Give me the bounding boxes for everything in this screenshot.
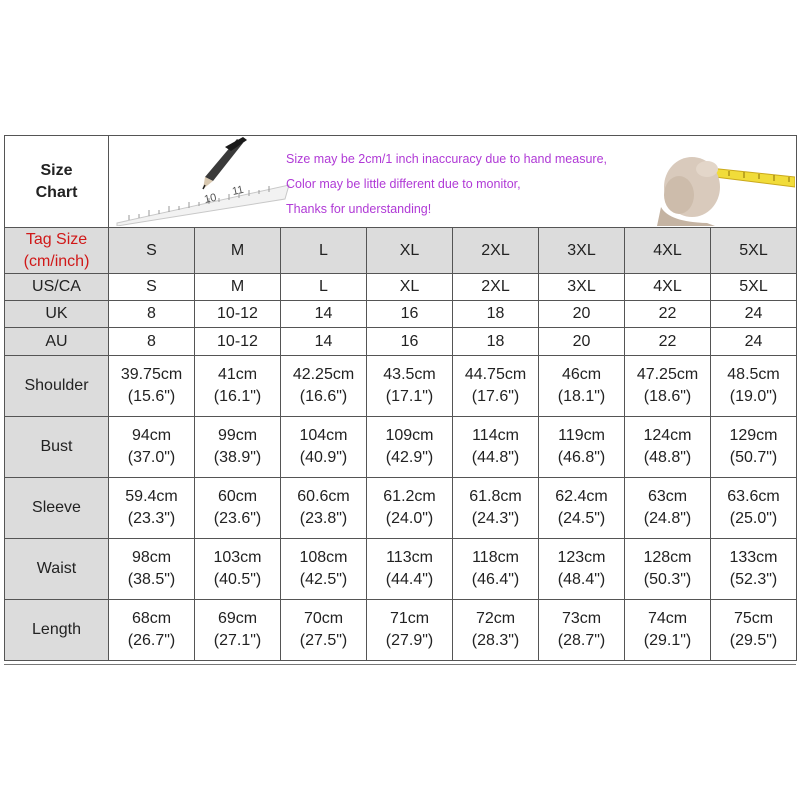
cm-value: 75cm xyxy=(733,610,774,627)
size-header-cell: L xyxy=(281,228,367,274)
inch-value: (17.6") xyxy=(471,388,520,405)
table-cell: M xyxy=(195,274,281,301)
table-cell xyxy=(281,478,367,539)
inch-value: (38.5") xyxy=(127,571,176,588)
measurement-row-bust xyxy=(5,417,797,478)
row-label-length: Length xyxy=(5,600,109,661)
measurement-row-sleeve xyxy=(5,478,797,539)
inch-value: (52.3") xyxy=(729,571,778,588)
table-cell xyxy=(539,539,625,600)
title-row xyxy=(5,136,797,228)
table-cell: 2XL xyxy=(453,274,539,301)
table-cell: 8 xyxy=(109,328,195,356)
cm-value: 124cm xyxy=(643,427,692,444)
table-cell xyxy=(281,539,367,600)
table-cell xyxy=(109,600,195,661)
row-label-bust: Bust xyxy=(5,417,109,478)
table-cell: S xyxy=(109,274,195,301)
cm-value: 63.6cm xyxy=(727,488,780,505)
cm-value: 133cm xyxy=(729,549,778,566)
size-header-cell: XL xyxy=(367,228,453,274)
cm-value: 44.75cm xyxy=(464,366,527,383)
inch-value: (18.1") xyxy=(557,388,606,405)
note-hand-measure: Size may be 2cm/1 inch inaccuracy due to hand measure, xyxy=(286,152,608,166)
cm-value: 48.5cm xyxy=(727,366,780,383)
inch-value: (26.7") xyxy=(127,632,176,649)
measurement-row-shoulder xyxy=(5,356,797,417)
cm-value: 43.5cm xyxy=(383,366,436,383)
inch-value: (48.8") xyxy=(643,449,692,466)
tag-size-label-line-2: (cm/inch) xyxy=(23,252,90,270)
table-cell xyxy=(367,478,453,539)
table-cell xyxy=(711,417,797,478)
table-cell xyxy=(281,600,367,661)
table-cell: 22 xyxy=(625,328,711,356)
cm-value: 114cm xyxy=(472,427,519,444)
size-header-cell: 2XL xyxy=(453,228,539,274)
table-cell xyxy=(195,356,281,417)
size-header-cell: 4XL xyxy=(625,228,711,274)
cm-value: 71cm xyxy=(389,610,430,627)
cm-value: 41cm xyxy=(217,366,258,383)
table-cell xyxy=(625,417,711,478)
cm-value: 42.25cm xyxy=(292,366,355,383)
table-cell: 14 xyxy=(281,301,367,328)
ruler-digit-10: 10 xyxy=(203,191,218,206)
tag-size-label-line-1: Tag Size xyxy=(25,230,88,248)
cm-value: 61.2cm xyxy=(383,488,436,505)
table-cell xyxy=(711,600,797,661)
tape-measure-hand-icon xyxy=(657,157,795,226)
cm-value: 46cm xyxy=(561,366,602,383)
inch-value: (50.7") xyxy=(729,449,778,466)
table-cell xyxy=(109,417,195,478)
inch-value: (17.1") xyxy=(385,388,434,405)
inch-value: (28.7") xyxy=(557,632,606,649)
inch-value: (29.1") xyxy=(643,632,692,649)
table-cell xyxy=(625,539,711,600)
note-monitor-color: Color may be little different due to monitor, xyxy=(286,177,521,191)
us-ca-row xyxy=(5,274,797,301)
inch-value: (29.5") xyxy=(729,632,778,649)
au-row xyxy=(5,328,797,356)
size-chart-table xyxy=(4,135,797,661)
cm-value: 60cm xyxy=(217,488,258,505)
ruler-pen-icon xyxy=(117,137,289,226)
table-cell xyxy=(453,356,539,417)
measurement-notes xyxy=(286,147,607,222)
table-cell: 14 xyxy=(281,328,367,356)
uk-row xyxy=(5,301,797,328)
row-label-waist: Waist xyxy=(5,539,109,600)
table-cell xyxy=(625,600,711,661)
table-cell xyxy=(195,539,281,600)
table-cell xyxy=(539,417,625,478)
table-cell xyxy=(711,478,797,539)
table-cell xyxy=(281,417,367,478)
table-cell xyxy=(453,539,539,600)
cm-value: 98cm xyxy=(131,549,172,566)
inch-value: (44.8") xyxy=(471,449,520,466)
inch-value: (40.9") xyxy=(299,449,348,466)
inch-value: (16.6") xyxy=(299,388,348,405)
table-cell: 5XL xyxy=(711,274,797,301)
table-cell: L xyxy=(281,274,367,301)
note-thanks: Thanks for understanding! xyxy=(286,202,432,216)
inch-value: (46.8") xyxy=(557,449,606,466)
inch-value: (15.6") xyxy=(127,388,176,405)
inch-value: (16.1") xyxy=(213,388,262,405)
table-cell xyxy=(625,478,711,539)
title-line-2: Chart xyxy=(35,183,78,201)
table-cell xyxy=(367,356,453,417)
cm-value: 59.4cm xyxy=(125,488,178,505)
inch-value: (19.0") xyxy=(729,388,778,405)
inch-value: (24.0") xyxy=(385,510,434,527)
table-cell: 16 xyxy=(367,328,453,356)
inch-value: (46.4") xyxy=(471,571,520,588)
measurement-row-length xyxy=(5,600,797,661)
table-cell: 8 xyxy=(109,301,195,328)
cm-value: 99cm xyxy=(217,427,258,444)
inch-value: (42.5") xyxy=(299,571,348,588)
inch-value: (24.5") xyxy=(557,510,606,527)
tag-size-row xyxy=(5,228,797,274)
cm-value: 62.4cm xyxy=(555,488,608,505)
table-cell xyxy=(453,600,539,661)
size-header-cell: 3XL xyxy=(539,228,625,274)
cm-value: 68cm xyxy=(131,610,172,627)
inch-value: (25.0") xyxy=(729,510,778,527)
inch-value: (23.8") xyxy=(299,510,348,527)
table-cell: 3XL xyxy=(539,274,625,301)
table-cell xyxy=(109,356,195,417)
inch-value: (44.4") xyxy=(385,571,434,588)
table-cell xyxy=(109,539,195,600)
table-cell: 24 xyxy=(711,328,797,356)
table-cell: XL xyxy=(367,274,453,301)
cm-value: 61.8cm xyxy=(469,488,522,505)
table-cell: 4XL xyxy=(625,274,711,301)
cm-value: 129cm xyxy=(729,427,778,444)
table-cell: 18 xyxy=(453,301,539,328)
inch-value: (18.6") xyxy=(643,388,692,405)
table-cell xyxy=(453,478,539,539)
table-cell xyxy=(367,417,453,478)
table-cell xyxy=(195,600,281,661)
cm-value: 118cm xyxy=(472,549,519,566)
inch-value: (23.6") xyxy=(213,510,262,527)
table-cell: 20 xyxy=(539,301,625,328)
cm-value: 109cm xyxy=(385,427,434,444)
inch-value: (48.4") xyxy=(557,571,606,588)
cm-value: 73cm xyxy=(561,610,602,627)
cm-value: 47.25cm xyxy=(636,366,699,383)
cm-value: 69cm xyxy=(217,610,258,627)
measurement-row-waist xyxy=(5,539,797,600)
table-cell xyxy=(367,600,453,661)
row-label-au: AU xyxy=(5,328,109,356)
inch-value: (27.1") xyxy=(213,632,262,649)
table-cell xyxy=(109,478,195,539)
size-header-cell: M xyxy=(195,228,281,274)
row-label-us-ca: US/CA xyxy=(5,274,109,301)
inch-value: (28.3") xyxy=(471,632,520,649)
cm-value: 72cm xyxy=(475,610,516,627)
inch-value: (27.5") xyxy=(299,632,348,649)
cm-value: 70cm xyxy=(303,610,344,627)
cm-value: 119cm xyxy=(558,427,605,444)
cm-value: 74cm xyxy=(647,610,688,627)
inch-value: (24.3") xyxy=(471,510,520,527)
size-header-cell: S xyxy=(109,228,195,274)
table-cell: 16 xyxy=(367,301,453,328)
row-label-shoulder: Shoulder xyxy=(5,356,109,417)
cm-value: 108cm xyxy=(299,549,348,566)
table-cell xyxy=(195,478,281,539)
table-cell xyxy=(367,539,453,600)
cm-value: 104cm xyxy=(299,427,348,444)
cm-value: 60.6cm xyxy=(297,488,350,505)
table-cell xyxy=(281,356,367,417)
table-cell xyxy=(711,356,797,417)
cm-value: 39.75cm xyxy=(120,366,183,383)
table-cell xyxy=(711,539,797,600)
ruler-digit-11: 11 xyxy=(231,183,245,198)
inch-value: (42.9") xyxy=(385,449,434,466)
table-cell: 10-12 xyxy=(195,301,281,328)
row-label-uk: UK xyxy=(5,301,109,328)
size-header-cell: 5XL xyxy=(711,228,797,274)
inch-value: (24.8") xyxy=(643,510,692,527)
inch-value: (23.3") xyxy=(127,510,176,527)
inch-value: (37.0") xyxy=(127,449,176,466)
table-cell xyxy=(539,600,625,661)
cm-value: 128cm xyxy=(643,549,692,566)
measurement-banner xyxy=(109,136,797,228)
cm-value: 103cm xyxy=(213,549,262,566)
table-bottom-divider xyxy=(4,664,796,665)
table-cell: 24 xyxy=(711,301,797,328)
size-chart-title xyxy=(5,136,109,228)
cm-value: 113cm xyxy=(386,549,433,566)
cm-value: 123cm xyxy=(557,549,606,566)
table-cell: 18 xyxy=(453,328,539,356)
cm-value: 94cm xyxy=(131,427,172,444)
inch-value: (50.3") xyxy=(643,571,692,588)
table-cell: 20 xyxy=(539,328,625,356)
table-cell xyxy=(539,356,625,417)
cm-value: 63cm xyxy=(647,488,688,505)
table-cell xyxy=(195,417,281,478)
inch-value: (38.9") xyxy=(213,449,262,466)
table-cell: 22 xyxy=(625,301,711,328)
inch-value: (27.9") xyxy=(385,632,434,649)
title-line-1: Size xyxy=(40,161,73,179)
tag-size-label xyxy=(5,228,109,274)
table-cell xyxy=(625,356,711,417)
row-label-sleeve: Sleeve xyxy=(5,478,109,539)
inch-value: (40.5") xyxy=(213,571,262,588)
table-cell xyxy=(539,478,625,539)
table-cell xyxy=(453,417,539,478)
table-cell: 10-12 xyxy=(195,328,281,356)
